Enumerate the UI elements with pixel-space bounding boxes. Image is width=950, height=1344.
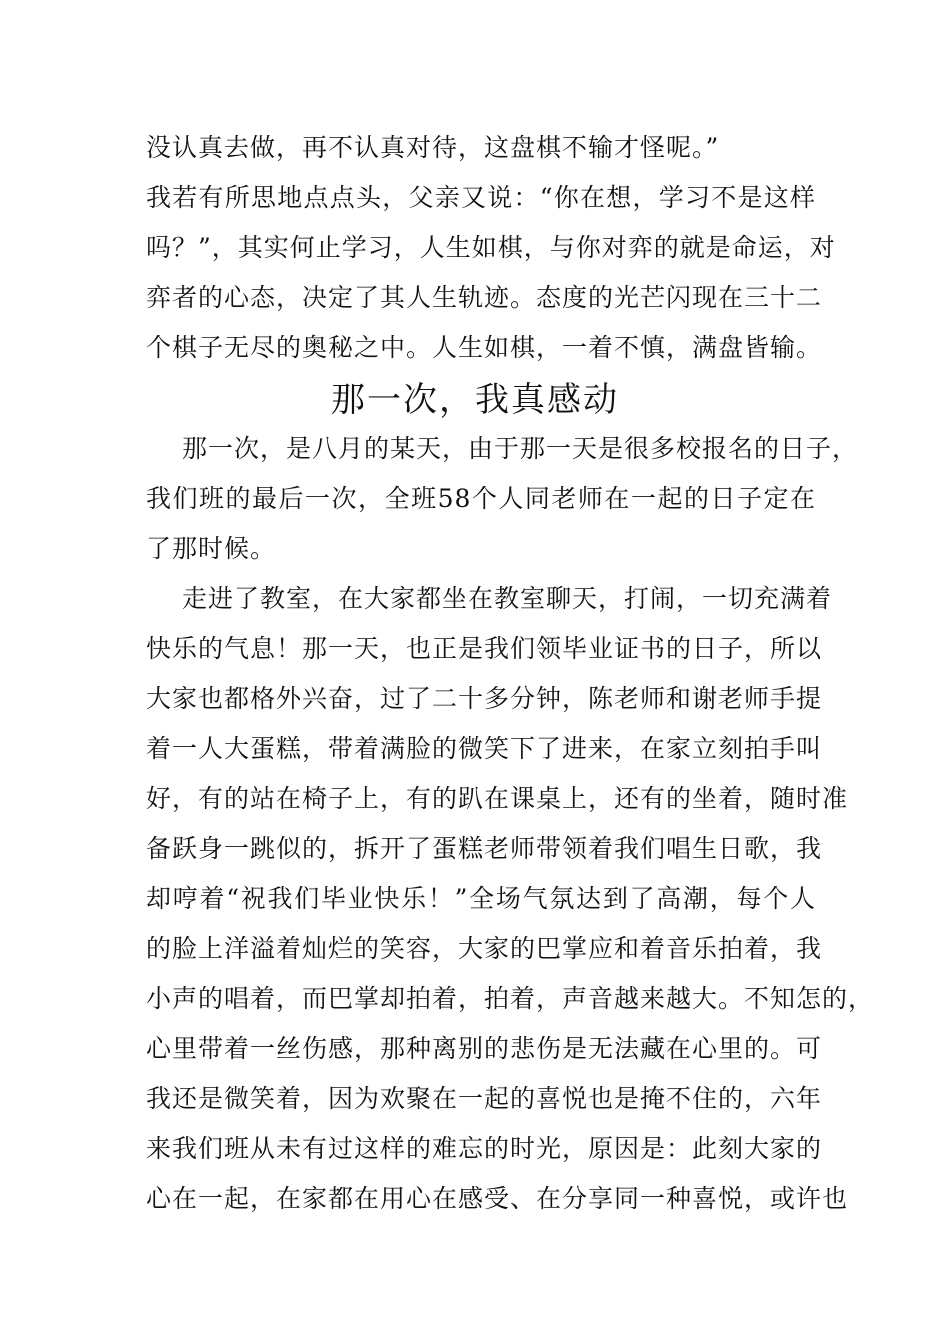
text-line: 没认真去做，再不认真对待，这盘棋不输才怪呢。” — [146, 133, 720, 162]
paragraph-line: 的脸上洋溢着灿烂的笑容，大家的巴掌应和着音乐拍着，我 — [146, 934, 823, 963]
paragraph-line: 心里带着一丝伤感，那种离别的悲伤是无法藏在心里的。可 — [146, 1034, 823, 1063]
essay-title: 那一次，我真感动 — [331, 380, 619, 420]
paragraph-line: 走进了教室，在大家都坐在教室聊天，打闹，一切充满着 — [182, 584, 833, 613]
text-line: 个棋子无尽的奥秘之中。人生如棋，一着不慎，满盘皆输。 — [146, 333, 823, 362]
text-line: 我若有所思地点点头，父亲又说：“你在想，学习不是这样 — [146, 183, 816, 212]
paragraph-line: 着一人大蛋糕，带着满脸的微笑下了进来，在家立刻拍手叫 — [146, 734, 823, 763]
paragraph-line: 心在一起，在家都在用心在感受、在分享同一种喜悦，或许也 — [146, 1184, 849, 1213]
text-line: 吗？”，其实何止学习，人生如棋，与你对弈的就是命运，对 — [146, 233, 836, 262]
paragraph-line: 小声的唱着，而巴掌却拍着，拍着，声音越来越大。不知怎的， — [146, 984, 875, 1013]
paragraph-line: 却哼着“祝我们毕业快乐！”全场气氛达到了高潮，每个人 — [146, 884, 816, 913]
paragraph-line: 来我们班从未有过这样的难忘的时光，原因是：此刻大家的 — [146, 1134, 823, 1163]
paragraph-line: 备跃身一跳似的，拆开了蛋糕老师带领着我们唱生日歌，我 — [146, 834, 823, 863]
paragraph-line: 快乐的气息！那一天，也正是我们领毕业证书的日子，所以 — [146, 634, 823, 663]
paragraph-line: 好，有的站在椅子上，有的趴在课桌上，还有的坐着，随时准 — [146, 784, 849, 813]
text-line: 弈者的心态，决定了其人生轨迹。态度的光芒闪现在三十二 — [146, 283, 823, 312]
paragraph-line: 了那时候。 — [146, 534, 277, 563]
paragraph-line: 我还是微笑着，因为欢聚在一起的喜悦也是掩不住的，六年 — [146, 1084, 823, 1113]
paragraph-line: 我们班的最后一次，全班58个人同老师在一起的日子定在 — [146, 484, 816, 513]
paragraph-line: 那一次，是八月的某天，由于那一天是很多校报名的日子， — [182, 434, 859, 463]
paragraph-line: 大家也都格外兴奋，过了二十多分钟，陈老师和谢老师手提 — [146, 684, 823, 713]
